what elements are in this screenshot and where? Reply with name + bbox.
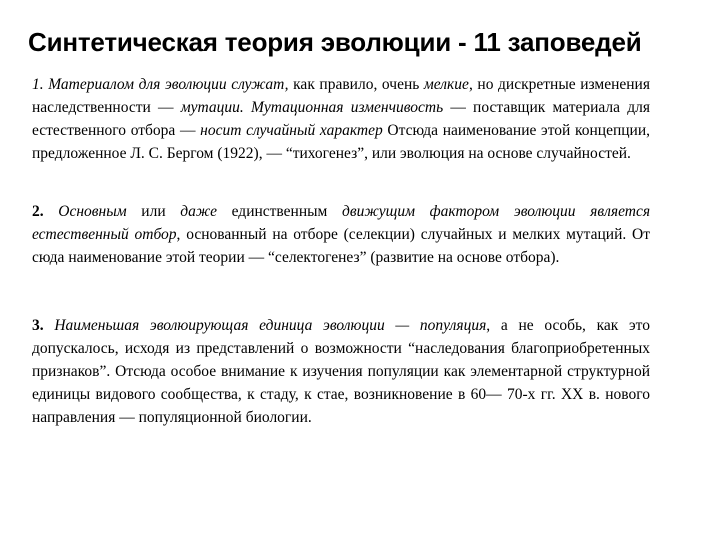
paragraph-2-segment: , основанный на отборе (селекции) случайных и мелких мутаций. От сюда наименование этой теории — “селектогенез” (развитие на основе отбора). bbox=[32, 226, 650, 266]
paragraph-1-segment: мутации. Мутационная изменчивость bbox=[180, 99, 444, 116]
paragraph-3-segment: Наименьшая эволюирующая единица эволюции — популяция bbox=[54, 317, 487, 334]
paragraph-2-segment: фактором эволюции является естественный отбор bbox=[32, 203, 651, 243]
paragraph-1-segment: , но дискретные изменения наследственности — bbox=[32, 76, 650, 116]
paragraph-1-segment: как правило, очень bbox=[293, 76, 424, 93]
paragraph-2-segment: движущим bbox=[342, 203, 415, 220]
paragraph-2-segment: единственным bbox=[216, 203, 343, 220]
paragraph-2-segment bbox=[415, 203, 430, 220]
paragraph-2-segment: Основным bbox=[58, 203, 127, 220]
paragraph-1-segment: — поставщик материала для естественного отбора — bbox=[32, 99, 650, 139]
paragraph-1-segment: 1. Материалом для эволюции служат, bbox=[32, 76, 294, 93]
paragraph-2-segment: даже bbox=[180, 203, 217, 220]
paragraph-2-segment: 2. bbox=[32, 203, 59, 220]
paragraph-1-segment: мелкие bbox=[423, 76, 469, 93]
paragraph-1-segment: носит случайный характер bbox=[200, 122, 383, 139]
paragraph-3-segment: 3. bbox=[32, 317, 55, 334]
paragraph-3 bbox=[32, 314, 650, 429]
paragraph-1 bbox=[32, 73, 650, 165]
paragraph-2 bbox=[32, 200, 650, 269]
paragraph-3-segment: , а не особь, как это допускалось, исходя из представлений о возможности “наследования благоприобретенных признаков”. Отсюда особое внимание к изучения популяции как элементарной структурной единицы видового сообщества, к стаду, к стае, возникновение в 60— 70-х гг. XX в. нового направления — популяционной биологии. bbox=[32, 317, 651, 426]
paragraph-1-segment: Отсюда наименование этой концепции, предложенное Л. С. Бергом (1922), — “тихогенез”, или эволюция на основе случайностей. bbox=[32, 122, 651, 162]
slide-title: Синтетическая теория эволюции - 11 заповедей bbox=[28, 27, 642, 57]
paragraph-2-segment: или bbox=[126, 203, 181, 220]
